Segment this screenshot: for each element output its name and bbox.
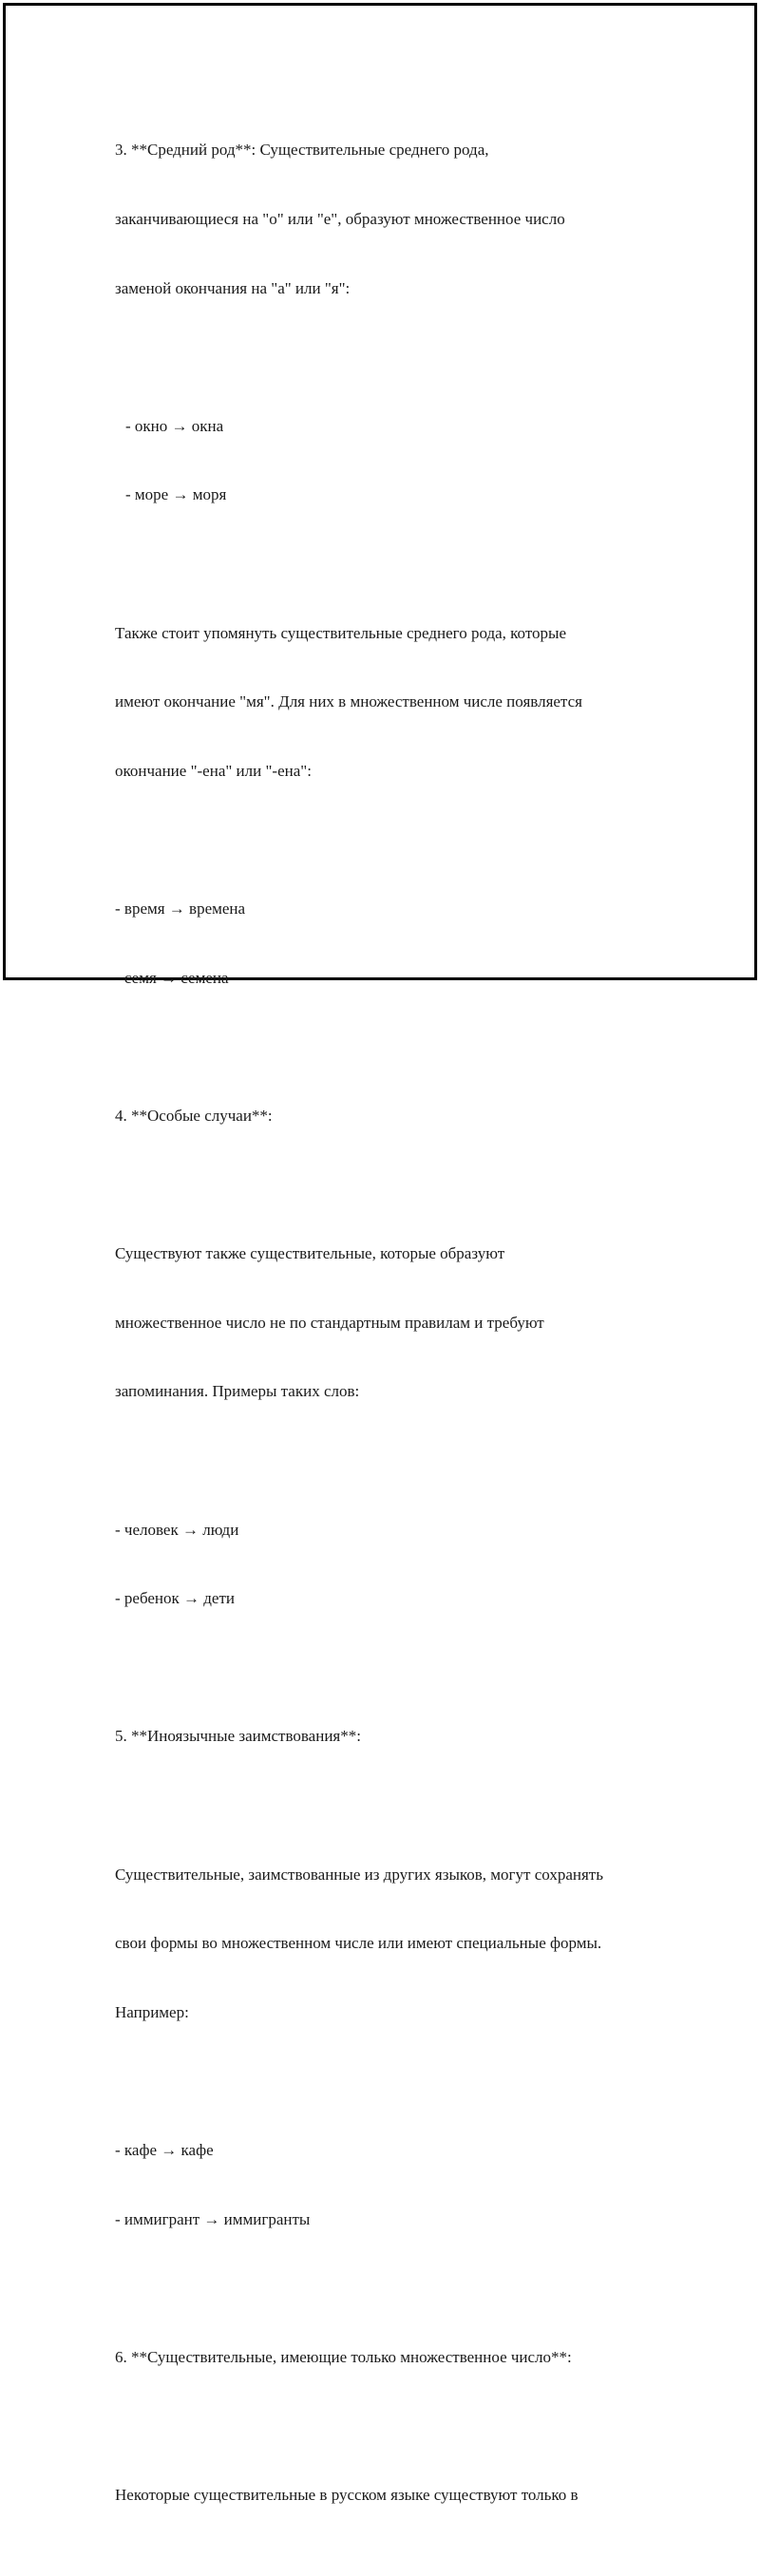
document-body xyxy=(115,93,656,2576)
heading-plural-only xyxy=(115,2300,656,2415)
example-list-loanwords xyxy=(115,2093,656,2278)
paragraph-loanwords xyxy=(115,1817,656,2070)
text-line: заканчивающиеся на "о" или "е", образуют множественное число xyxy=(115,210,565,229)
paragraph-special-cases xyxy=(115,1197,656,1449)
list-item: - ребенок → дети xyxy=(115,1589,236,1608)
text-line: 3. **Средний род**: Существительные среднего рода, xyxy=(115,141,489,160)
paragraph-mya-ending xyxy=(115,576,656,828)
heading-loanwords xyxy=(115,1679,656,1794)
text-line: запоминания. Примеры таких слов: xyxy=(115,1382,360,1401)
paragraph-neuter-gender xyxy=(115,93,656,346)
list-item: - окно → окна xyxy=(125,416,224,435)
example-list-mya xyxy=(115,852,656,1036)
text-line: Существуют также существительные, которые образуют xyxy=(115,1244,505,1263)
list-item: - иммигрант → иммигранты xyxy=(115,2209,311,2228)
heading-special-cases xyxy=(115,1058,656,1173)
list-item: - море → моря xyxy=(125,485,227,504)
text-line: свои формы во множественном числе или имеют специальные формы. xyxy=(115,1934,602,1953)
text-line: множественное число не по стандартным правилам и требуют xyxy=(115,1313,544,1332)
example-list-neuter xyxy=(115,369,656,553)
text-line: заменой окончания на "а" или "я": xyxy=(115,278,351,297)
text-line: Например: xyxy=(115,2002,189,2021)
text-line: 6. **Существительные, имеющие только множественное число**: xyxy=(115,2347,572,2366)
example-list-special xyxy=(115,1472,656,1657)
list-item: - семя → семена xyxy=(115,968,229,987)
text-line: Также стоит упомянуть существительные среднего рода, которые xyxy=(115,623,567,642)
text-line: Некоторые существительные в русском языке существуют только в xyxy=(115,2485,579,2504)
paragraph-plural-only xyxy=(115,2438,656,2553)
page-frame xyxy=(3,3,757,2504)
list-item: - человек → люди xyxy=(115,1520,239,1539)
text-line: Существительные, заимствованные из других языков, могут сохранять xyxy=(115,1865,603,1884)
text-line: 5. **Иноязычные заимствования**: xyxy=(115,1727,361,1746)
list-item: - кафе → кафе xyxy=(115,2140,214,2159)
list-item: - время → времена xyxy=(115,900,246,919)
text-line: 4. **Особые случаи**: xyxy=(115,1106,273,1125)
text-line: имеют окончание "мя". Для них в множественном числе появляется xyxy=(115,692,582,711)
text-line: окончание "-ена" или "-ена": xyxy=(115,761,312,780)
